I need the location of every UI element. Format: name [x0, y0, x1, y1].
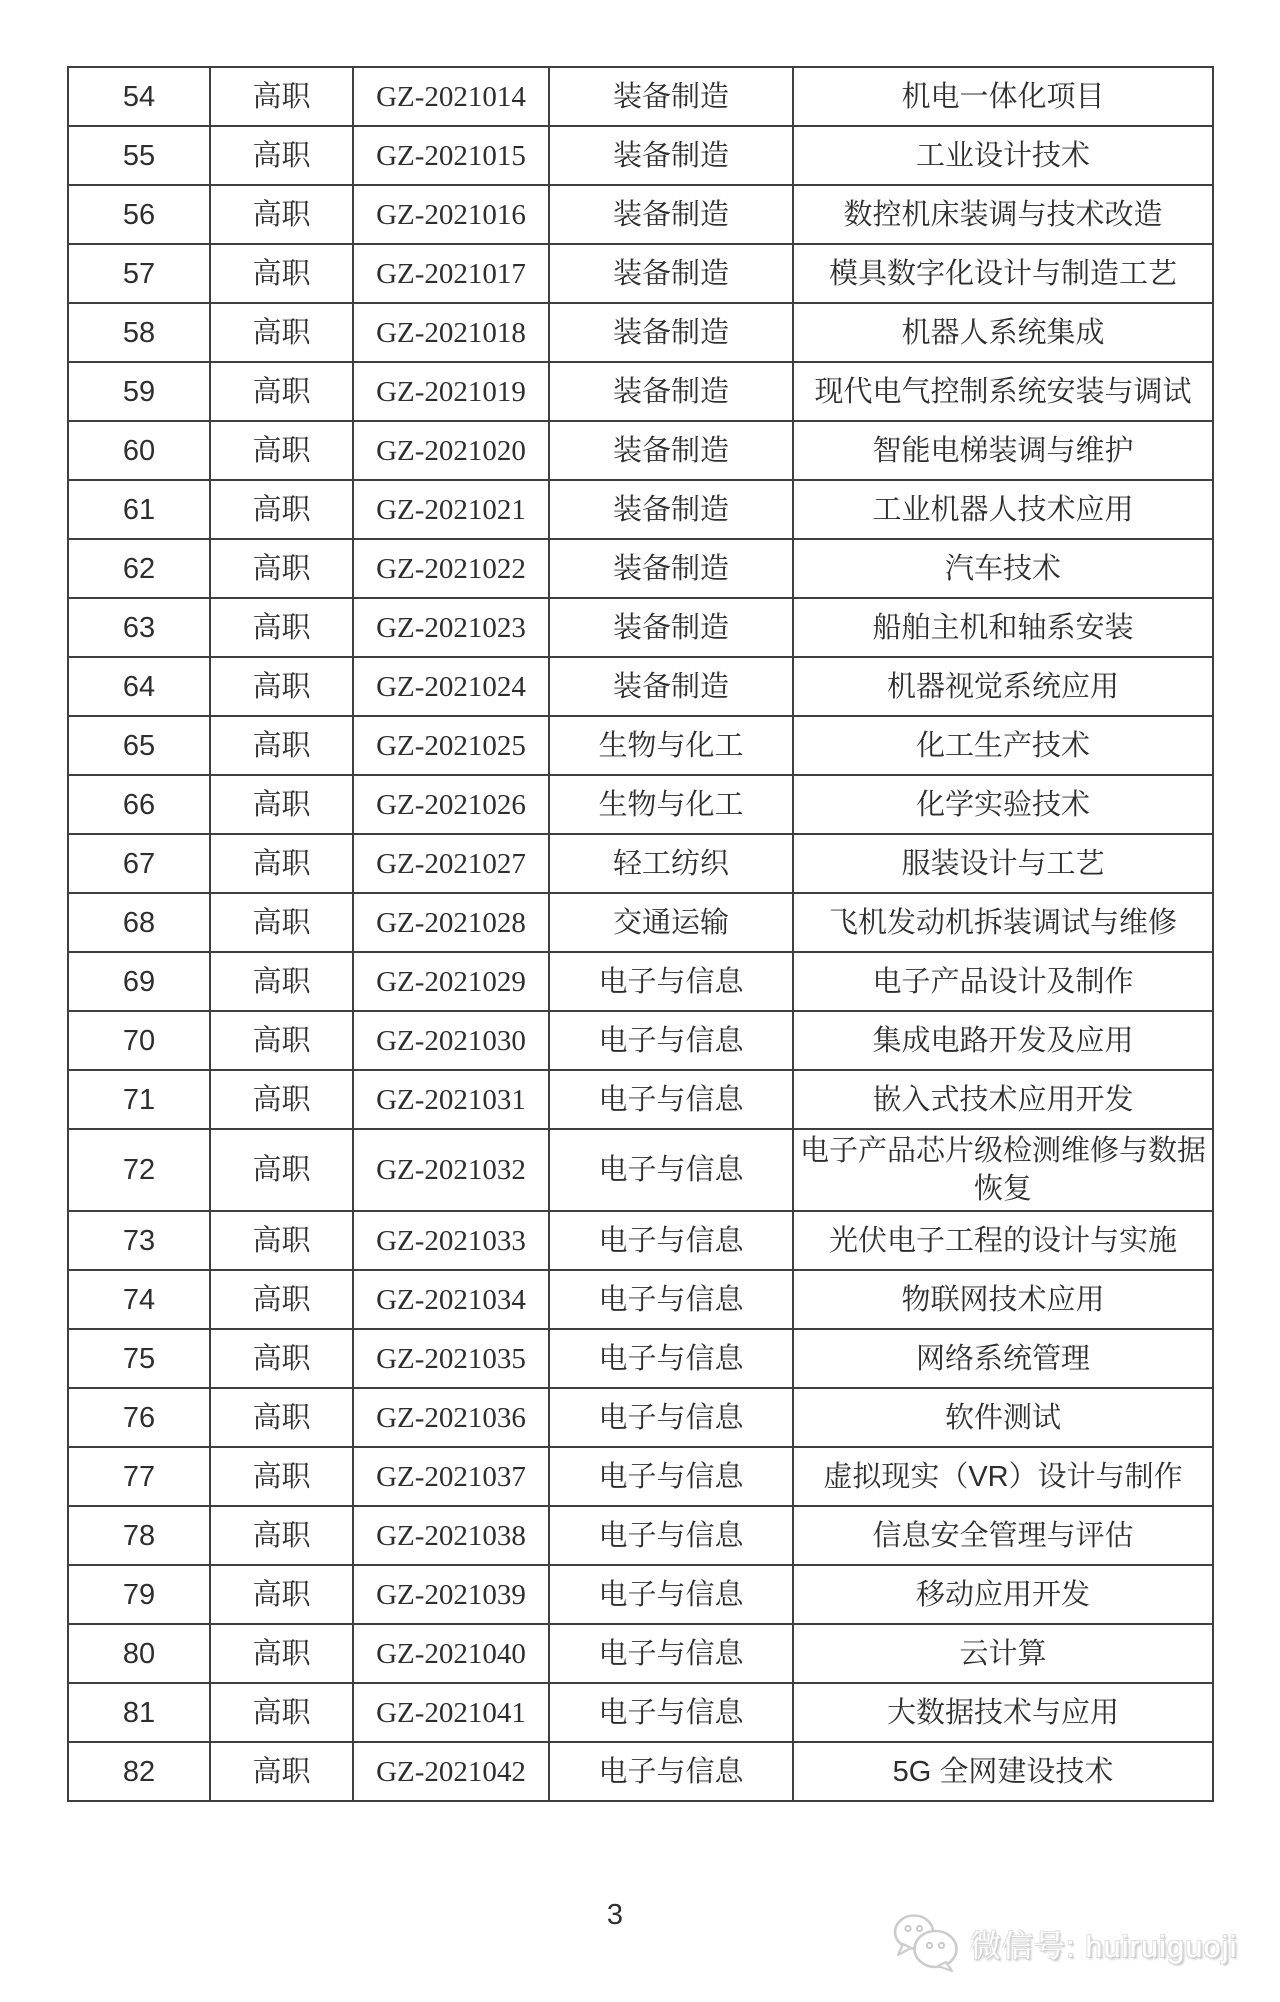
watermark-label: 微信号: huiruiguoji	[970, 1928, 1238, 1964]
cell-level: 高职	[210, 244, 353, 303]
table-row	[68, 1070, 1213, 1129]
cell-category: 电子与信息	[549, 1388, 793, 1447]
cell-project: 移动应用开发	[793, 1565, 1213, 1624]
cell-index: 74	[68, 1270, 210, 1329]
table-row	[68, 480, 1213, 539]
table-row	[68, 67, 1213, 126]
cell-project: 软件测试	[793, 1388, 1213, 1447]
cell-index: 82	[68, 1742, 210, 1801]
cell-index: 62	[68, 539, 210, 598]
cell-level: 高职	[210, 1270, 353, 1329]
cell-project: 机器视觉系统应用	[793, 657, 1213, 716]
cell-level: 高职	[210, 303, 353, 362]
cell-code: GZ-2021036	[353, 1388, 549, 1447]
cell-index: 73	[68, 1211, 210, 1270]
cell-level: 高职	[210, 834, 353, 893]
cell-code: GZ-2021025	[353, 716, 549, 775]
table-row	[68, 362, 1213, 421]
cell-code: GZ-2021029	[353, 952, 549, 1011]
cell-code: GZ-2021040	[353, 1624, 549, 1683]
cell-category: 装备制造	[549, 67, 793, 126]
cell-project: 集成电路开发及应用	[793, 1011, 1213, 1070]
cell-category: 装备制造	[549, 480, 793, 539]
table-body	[68, 67, 1213, 1801]
table-row	[68, 1447, 1213, 1506]
cell-category: 生物与化工	[549, 716, 793, 775]
cell-index: 59	[68, 362, 210, 421]
cell-project: 电子产品设计及制作	[793, 952, 1213, 1011]
cell-level: 高职	[210, 775, 353, 834]
cell-category: 电子与信息	[549, 1506, 793, 1565]
cell-project: 工业机器人技术应用	[793, 480, 1213, 539]
cell-code: GZ-2021039	[353, 1565, 549, 1624]
cell-code: GZ-2021038	[353, 1506, 549, 1565]
cell-project: 飞机发动机拆装调试与维修	[793, 893, 1213, 952]
cell-code: GZ-2021026	[353, 775, 549, 834]
cell-category: 装备制造	[549, 303, 793, 362]
cell-project: 数控机床装调与技术改造	[793, 185, 1213, 244]
table-row	[68, 1211, 1213, 1270]
cell-index: 57	[68, 244, 210, 303]
cell-index: 76	[68, 1388, 210, 1447]
cell-code: GZ-2021032	[353, 1129, 549, 1211]
cell-level: 高职	[210, 1129, 353, 1211]
cell-index: 69	[68, 952, 210, 1011]
cell-code: GZ-2021028	[353, 893, 549, 952]
cell-level: 高职	[210, 67, 353, 126]
cell-code: GZ-2021019	[353, 362, 549, 421]
cell-code: GZ-2021022	[353, 539, 549, 598]
cell-index: 58	[68, 303, 210, 362]
cell-category: 装备制造	[549, 598, 793, 657]
cell-project: 光伏电子工程的设计与实施	[793, 1211, 1213, 1270]
cell-level: 高职	[210, 1742, 353, 1801]
cell-level: 高职	[210, 421, 353, 480]
table-row	[68, 244, 1213, 303]
table-row	[68, 657, 1213, 716]
cell-level: 高职	[210, 1565, 353, 1624]
table-row	[68, 893, 1213, 952]
table-row	[68, 1624, 1213, 1683]
cell-index: 66	[68, 775, 210, 834]
table-row	[68, 1011, 1213, 1070]
cell-code: GZ-2021017	[353, 244, 549, 303]
cell-index: 75	[68, 1329, 210, 1388]
cell-category: 电子与信息	[549, 1742, 793, 1801]
cell-index: 61	[68, 480, 210, 539]
table-row	[68, 775, 1213, 834]
cell-category: 装备制造	[549, 185, 793, 244]
cell-index: 79	[68, 1565, 210, 1624]
cell-level: 高职	[210, 1624, 353, 1683]
cell-category: 电子与信息	[549, 1011, 793, 1070]
cell-code: GZ-2021031	[353, 1070, 549, 1129]
table-row	[68, 834, 1213, 893]
cell-category: 电子与信息	[549, 1447, 793, 1506]
cell-code: GZ-2021034	[353, 1270, 549, 1329]
cell-project: 工业设计技术	[793, 126, 1213, 185]
cell-index: 67	[68, 834, 210, 893]
cell-project: 云计算	[793, 1624, 1213, 1683]
cell-code: GZ-2021033	[353, 1211, 549, 1270]
cell-level: 高职	[210, 716, 353, 775]
cell-project: 机器人系统集成	[793, 303, 1213, 362]
cell-category: 电子与信息	[549, 952, 793, 1011]
cell-category: 装备制造	[549, 244, 793, 303]
cell-level: 高职	[210, 1388, 353, 1447]
cell-project: 机电一体化项目	[793, 67, 1213, 126]
table-row	[68, 1506, 1213, 1565]
cell-project: 智能电梯装调与维护	[793, 421, 1213, 480]
cell-project: 船舶主机和轴系安装	[793, 598, 1213, 657]
cell-project: 化学实验技术	[793, 775, 1213, 834]
cell-project: 服装设计与工艺	[793, 834, 1213, 893]
cell-category: 生物与化工	[549, 775, 793, 834]
cell-code: GZ-2021023	[353, 598, 549, 657]
cell-index: 77	[68, 1447, 210, 1506]
cell-category: 电子与信息	[549, 1129, 793, 1211]
cell-level: 高职	[210, 1211, 353, 1270]
table-row	[68, 539, 1213, 598]
cell-index: 70	[68, 1011, 210, 1070]
cell-code: GZ-2021030	[353, 1011, 549, 1070]
cell-level: 高职	[210, 185, 353, 244]
cell-level: 高职	[210, 1506, 353, 1565]
cell-index: 65	[68, 716, 210, 775]
cell-code: GZ-2021037	[353, 1447, 549, 1506]
cell-project: 电子产品芯片级检测维修与数据恢复	[793, 1129, 1213, 1211]
cell-project: 大数据技术与应用	[793, 1683, 1213, 1742]
cell-index: 60	[68, 421, 210, 480]
watermark	[891, 1910, 1238, 1976]
cell-category: 电子与信息	[549, 1211, 793, 1270]
cell-project: 虚拟现实（VR）设计与制作	[793, 1447, 1213, 1506]
cell-index: 68	[68, 893, 210, 952]
cell-level: 高职	[210, 539, 353, 598]
cell-level: 高职	[210, 1011, 353, 1070]
cell-level: 高职	[210, 893, 353, 952]
cell-level: 高职	[210, 598, 353, 657]
cell-level: 高职	[210, 1683, 353, 1742]
cell-project: 信息安全管理与评估	[793, 1506, 1213, 1565]
cell-category: 电子与信息	[549, 1683, 793, 1742]
cell-code: GZ-2021018	[353, 303, 549, 362]
cell-code: GZ-2021020	[353, 421, 549, 480]
cell-category: 电子与信息	[549, 1329, 793, 1388]
table-row	[68, 421, 1213, 480]
cell-category: 装备制造	[549, 657, 793, 716]
cell-level: 高职	[210, 952, 353, 1011]
cell-category: 交通运输	[549, 893, 793, 952]
cell-index: 72	[68, 1129, 210, 1211]
cell-project: 网络系统管理	[793, 1329, 1213, 1388]
cell-category: 轻工纺织	[549, 834, 793, 893]
table-row	[68, 1388, 1213, 1447]
cell-index: 63	[68, 598, 210, 657]
table-row	[68, 1683, 1213, 1742]
cell-index: 80	[68, 1624, 210, 1683]
cell-code: GZ-2021035	[353, 1329, 549, 1388]
cell-project: 模具数字化设计与制造工艺	[793, 244, 1213, 303]
cell-index: 71	[68, 1070, 210, 1129]
cell-category: 装备制造	[549, 126, 793, 185]
cell-code: GZ-2021041	[353, 1683, 549, 1742]
table-row	[68, 1565, 1213, 1624]
table-row	[68, 1129, 1213, 1211]
cell-project: 化工生产技术	[793, 716, 1213, 775]
table-row	[68, 952, 1213, 1011]
cell-index: 56	[68, 185, 210, 244]
cell-index: 64	[68, 657, 210, 716]
cell-project: 物联网技术应用	[793, 1270, 1213, 1329]
cell-index: 78	[68, 1506, 210, 1565]
cell-project: 5G 全网建设技术	[793, 1742, 1213, 1801]
table-row	[68, 1742, 1213, 1801]
cell-level: 高职	[210, 362, 353, 421]
cell-project: 现代电气控制系统安装与调试	[793, 362, 1213, 421]
cell-category: 电子与信息	[549, 1624, 793, 1683]
cell-project: 汽车技术	[793, 539, 1213, 598]
table-row	[68, 303, 1213, 362]
cell-category: 装备制造	[549, 539, 793, 598]
cell-code: GZ-2021015	[353, 126, 549, 185]
wechat-icon	[891, 1911, 961, 1975]
table-row	[68, 1329, 1213, 1388]
cell-index: 55	[68, 126, 210, 185]
cell-code: GZ-2021042	[353, 1742, 549, 1801]
table-row	[68, 716, 1213, 775]
table-row	[68, 185, 1213, 244]
table-row	[68, 598, 1213, 657]
cell-level: 高职	[210, 480, 353, 539]
cell-index: 81	[68, 1683, 210, 1742]
cell-category: 电子与信息	[549, 1565, 793, 1624]
cell-code: GZ-2021021	[353, 480, 549, 539]
cell-level: 高职	[210, 1070, 353, 1129]
cell-project: 嵌入式技术应用开发	[793, 1070, 1213, 1129]
cell-level: 高职	[210, 1329, 353, 1388]
cell-code: GZ-2021027	[353, 834, 549, 893]
cell-level: 高职	[210, 657, 353, 716]
cell-category: 电子与信息	[549, 1070, 793, 1129]
table-row	[68, 1270, 1213, 1329]
table-row	[68, 126, 1213, 185]
competition-items-table	[67, 66, 1214, 1802]
cell-category: 装备制造	[549, 421, 793, 480]
cell-code: GZ-2021014	[353, 67, 549, 126]
page-number: 3	[606, 1899, 624, 1931]
cell-category: 装备制造	[549, 362, 793, 421]
cell-code: GZ-2021016	[353, 185, 549, 244]
cell-level: 高职	[210, 126, 353, 185]
cell-index: 54	[68, 67, 210, 126]
cell-level: 高职	[210, 1447, 353, 1506]
cell-category: 电子与信息	[549, 1270, 793, 1329]
cell-code: GZ-2021024	[353, 657, 549, 716]
